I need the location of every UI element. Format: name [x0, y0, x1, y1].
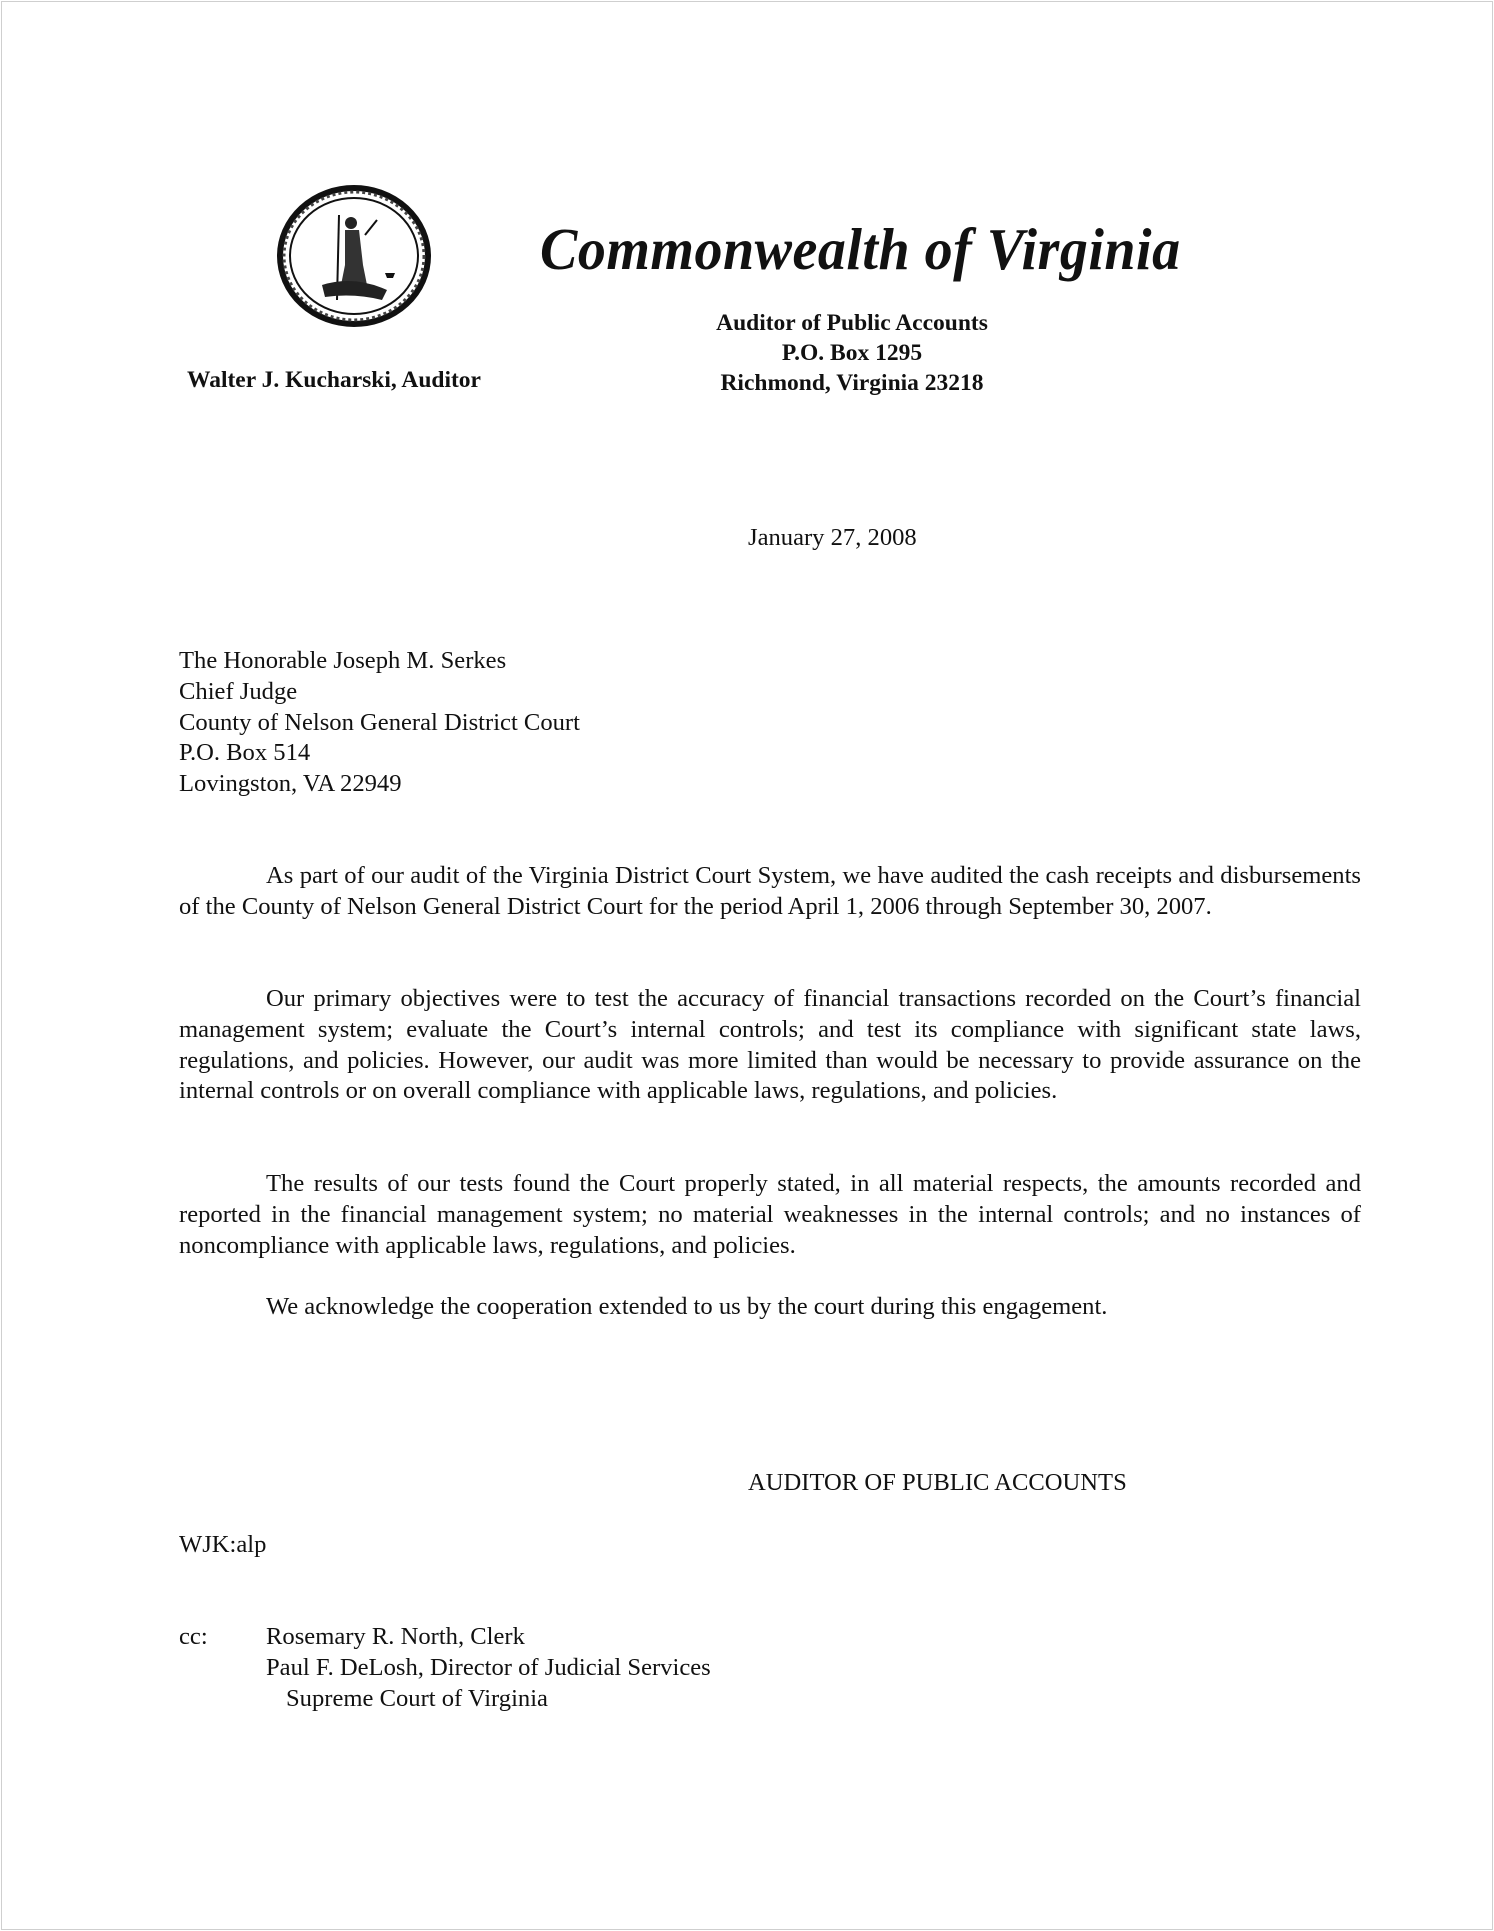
recipient-line: County of Nelson General District Court	[179, 708, 580, 736]
paragraph-text: As part of our audit of the Virginia District Court System, we have audited the cash receipts and disbursements of the County of Nelson General District Court for the period April 1, 2006 through September 30, 2007.	[179, 862, 1361, 920]
office-po-box: P.O. Box 1295	[781, 340, 923, 366]
office-city: Richmond, Virginia 23218	[720, 370, 984, 396]
letter-date: January 27, 2008	[748, 524, 917, 551]
paragraph-4	[179, 1292, 1361, 1323]
initials: WJK:alp	[179, 1531, 267, 1558]
signature-block: AUDITOR OF PUBLIC ACCOUNTS	[748, 1469, 1127, 1496]
paragraph-3	[179, 1169, 1361, 1261]
cc-line: Supreme Court of Virginia	[286, 1685, 548, 1712]
recipient-address	[179, 646, 580, 800]
paragraph-1	[179, 861, 1361, 923]
recipient-line: Chief Judge	[179, 677, 298, 705]
paragraph-text: Our primary objectives were to test the accuracy of financial transactions recorded on the Court’s financial management system; evaluate the Court’s internal controls; and test its compliance with significant state laws, regulations, and policies. However, our audit was more limited than would be necessary to provide assurance on the internal controls or on overall compliance with applicable laws, regulations, and policies.	[179, 985, 1361, 1105]
paragraph-2	[179, 984, 1361, 1107]
letterhead-title: Commonwealth of Virginia	[540, 217, 1181, 283]
cc-label: cc:	[179, 1623, 208, 1650]
recipient-line: The Honorable Joseph M. Serkes	[179, 647, 507, 674]
recipient-line: Lovingston, VA 22949	[179, 770, 402, 798]
paragraph-text: The results of our tests found the Court properly stated, in all material respects, the amounts recorded and reported in the financial management system; no material weaknesses in the internal controls; and no instances of noncompliance with applicable laws, regulations, and policies.	[179, 1170, 1361, 1259]
auditor-name: Walter J. Kucharski, Auditor	[187, 367, 481, 393]
paragraph-text: We acknowledge the cooperation extended to us by the court during this engagement.	[266, 1293, 1108, 1320]
recipient-line: P.O. Box 514	[179, 739, 311, 767]
office-name: Auditor of Public Accounts	[716, 310, 988, 336]
cc-line: Paul F. DeLosh, Director of Judicial Services	[266, 1654, 711, 1681]
page-border	[1, 1, 1493, 1930]
cc-line: Rosemary R. North, Clerk	[266, 1623, 525, 1650]
virginia-seal-logo	[277, 185, 431, 327]
